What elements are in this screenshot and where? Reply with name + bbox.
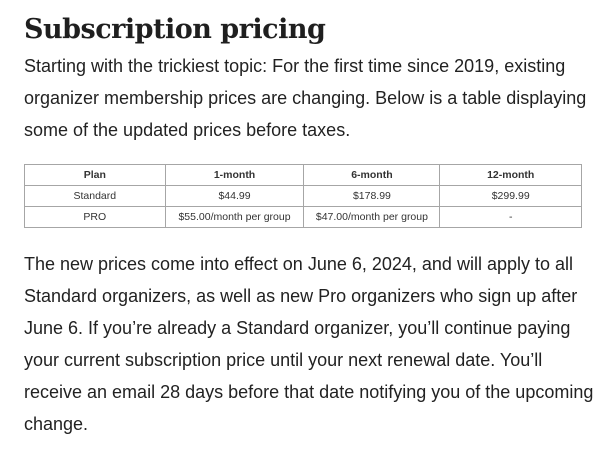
header-plan: Plan: [25, 165, 166, 186]
cell-1-month: $44.99: [165, 186, 304, 207]
cell-plan: PRO: [25, 207, 166, 228]
pricing-table-container: [24, 164, 582, 228]
table-row: [25, 207, 582, 228]
details-paragraph: The new prices come into effect on June 6, 2024, and will apply to all Standard organizers, as well as new Pro organizers who sign up after June 6. If you’re already a Standard organizer, you’ll continue paying your current subscription price until your next renewal date. You’ll receive an email 28 days before that date notifying you of the upcoming change.: [24, 254, 594, 434]
header-1-month: 1-month: [165, 165, 304, 186]
article-section: [24, 10, 594, 440]
cell-12-month: $299.99: [440, 186, 582, 207]
header-12-month: 12-month: [440, 165, 582, 186]
section-title: Subscription pricing: [24, 14, 326, 45]
table-header-row: [25, 165, 582, 186]
cell-1-month: $55.00/month per group: [165, 207, 304, 228]
cell-6-month: $47.00/month per group: [304, 207, 440, 228]
table-row: [25, 186, 582, 207]
header-6-month: 6-month: [304, 165, 440, 186]
cell-plan: Standard: [25, 186, 166, 207]
cell-12-month: -: [440, 207, 582, 228]
intro-paragraph: Starting with the trickiest topic: For the first time since 2019, existing organizer membership prices are changing. Below is a table displaying some of the updated prices before taxes.: [24, 56, 587, 140]
pricing-table: [24, 164, 582, 228]
cell-6-month: $178.99: [304, 186, 440, 207]
